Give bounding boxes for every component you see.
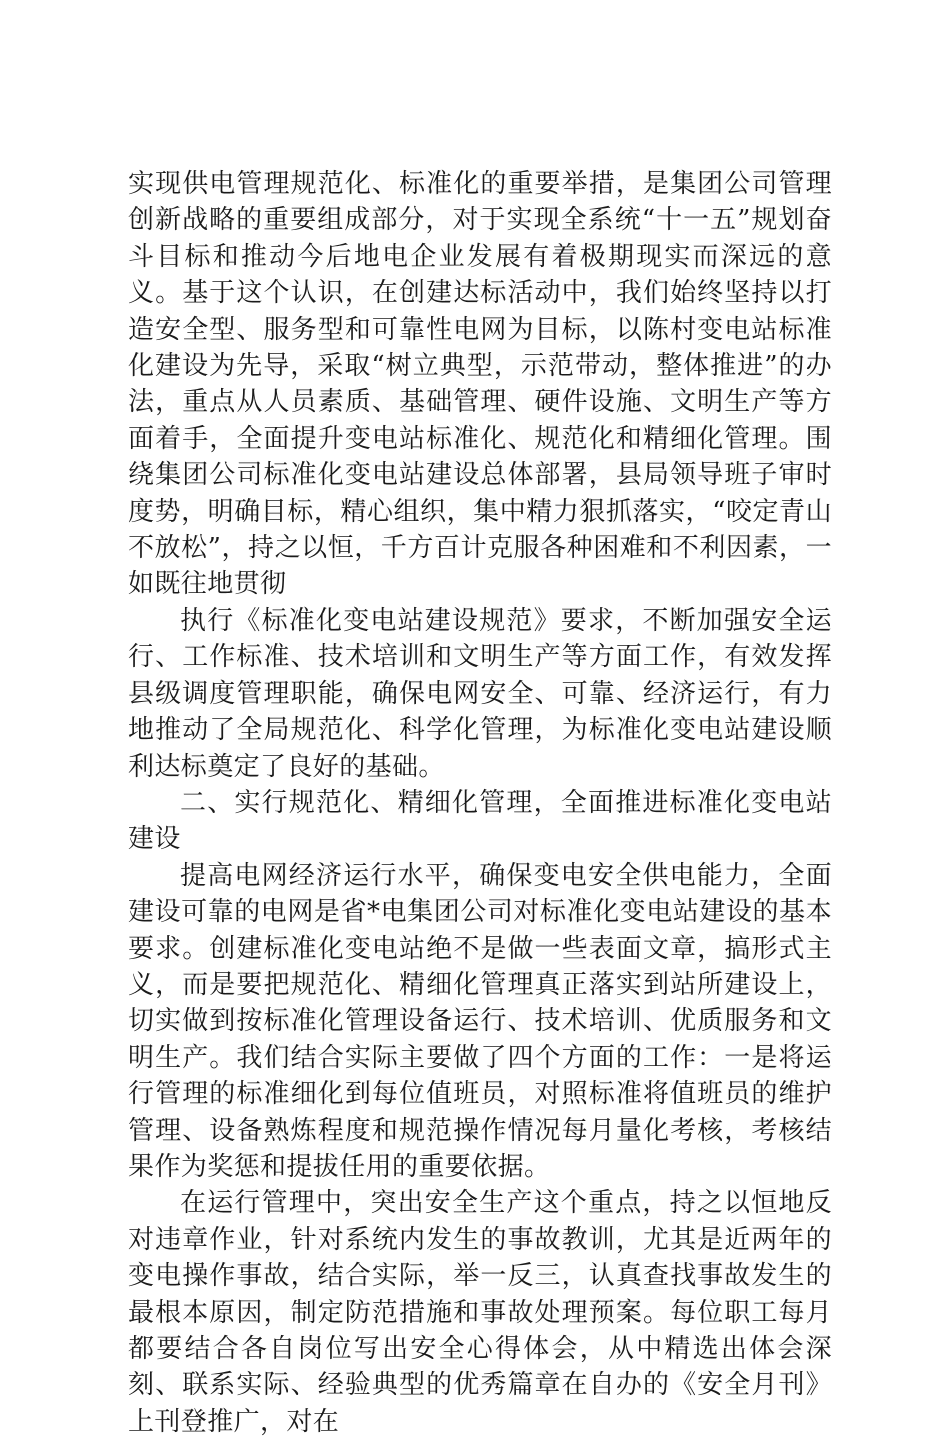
paragraph-4: 在运行管理中，突出安全生产这个重点，持之以恒地反对违章作业，针对系统内发生的事故教训，尤其是近两年的变电操作事故，结合实际，举一反三，认真查找事故发生的最根本原因，制定防范措施和事故处理预案。每位职工每月都要结合各自岗位写出安全心得体会，从中精选出体会深刻、联系实际、经验典型的优秀篇章在自办的《安全月刊》上刊登推广，对在 — [128, 1188, 832, 1437]
document-body — [128, 166, 832, 1440]
paragraph-1: 实现供电管理规范化、标准化的重要举措，是集团公司管理创新战略的重要组成部分，对于实现全系统“十一五”规划奋斗目标和推动今后地电企业发展有着极期现实而深远的意义。基于这个认识，在创建达标活动中，我们始终坚持以打造安全型、服务型和可靠性电网为目标，以陈村变电站标准化建设为先导，采取“树立典型，示范带动，整体推进”的办法，重点从人员素质、基础管理、硬件设施、文明生产等方面着手，全面提升变电站标准化、规范化和精细化管理。围绕集团公司标准化变电站建设总体部署，县局领导班子审时度势，明确目标，精心组织，集中精力狠抓落实，“咬定青山不放松”，持之以恒，千方百计克服各种困难和不利因素，一如既往地贯彻 — [128, 169, 832, 600]
paragraph-2: 执行《标准化变电站建设规范》要求，不断加强安全运行、工作标准、技术培训和文明生产等方面工作，有效发挥县级调度管理职能，确保电网安全、可靠、经济运行，有力地推动了全局规范化、科学化管理，为标准化变电站建设顺利达标奠定了良好的基础。 — [128, 605, 832, 782]
paragraph-3: 提高电网经济运行水平，确保变电安全供电能力，全面建设可靠的电网是省*电集团公司对标准化变电站建设的基本要求。创建标准化变电站绝不是做一些表面文章，搞形式主义，而是要把规范化、精细化管理真正落实到站所建设上，切实做到按标准化管理设备运行、技术培训、优质服务和文明生产。我们结合实际主要做了四个方面的工作：一是将运行管理的标准细化到每位值班员，对照标准将值班员的维护管理、设备熟炼程度和规范操作情况每月量化考核，考核结果作为奖惩和提拔任用的重要依据。 — [128, 860, 832, 1182]
section-heading: 二、实行规范化、精细化管理，全面推进标准化变电站建设 — [128, 787, 832, 855]
